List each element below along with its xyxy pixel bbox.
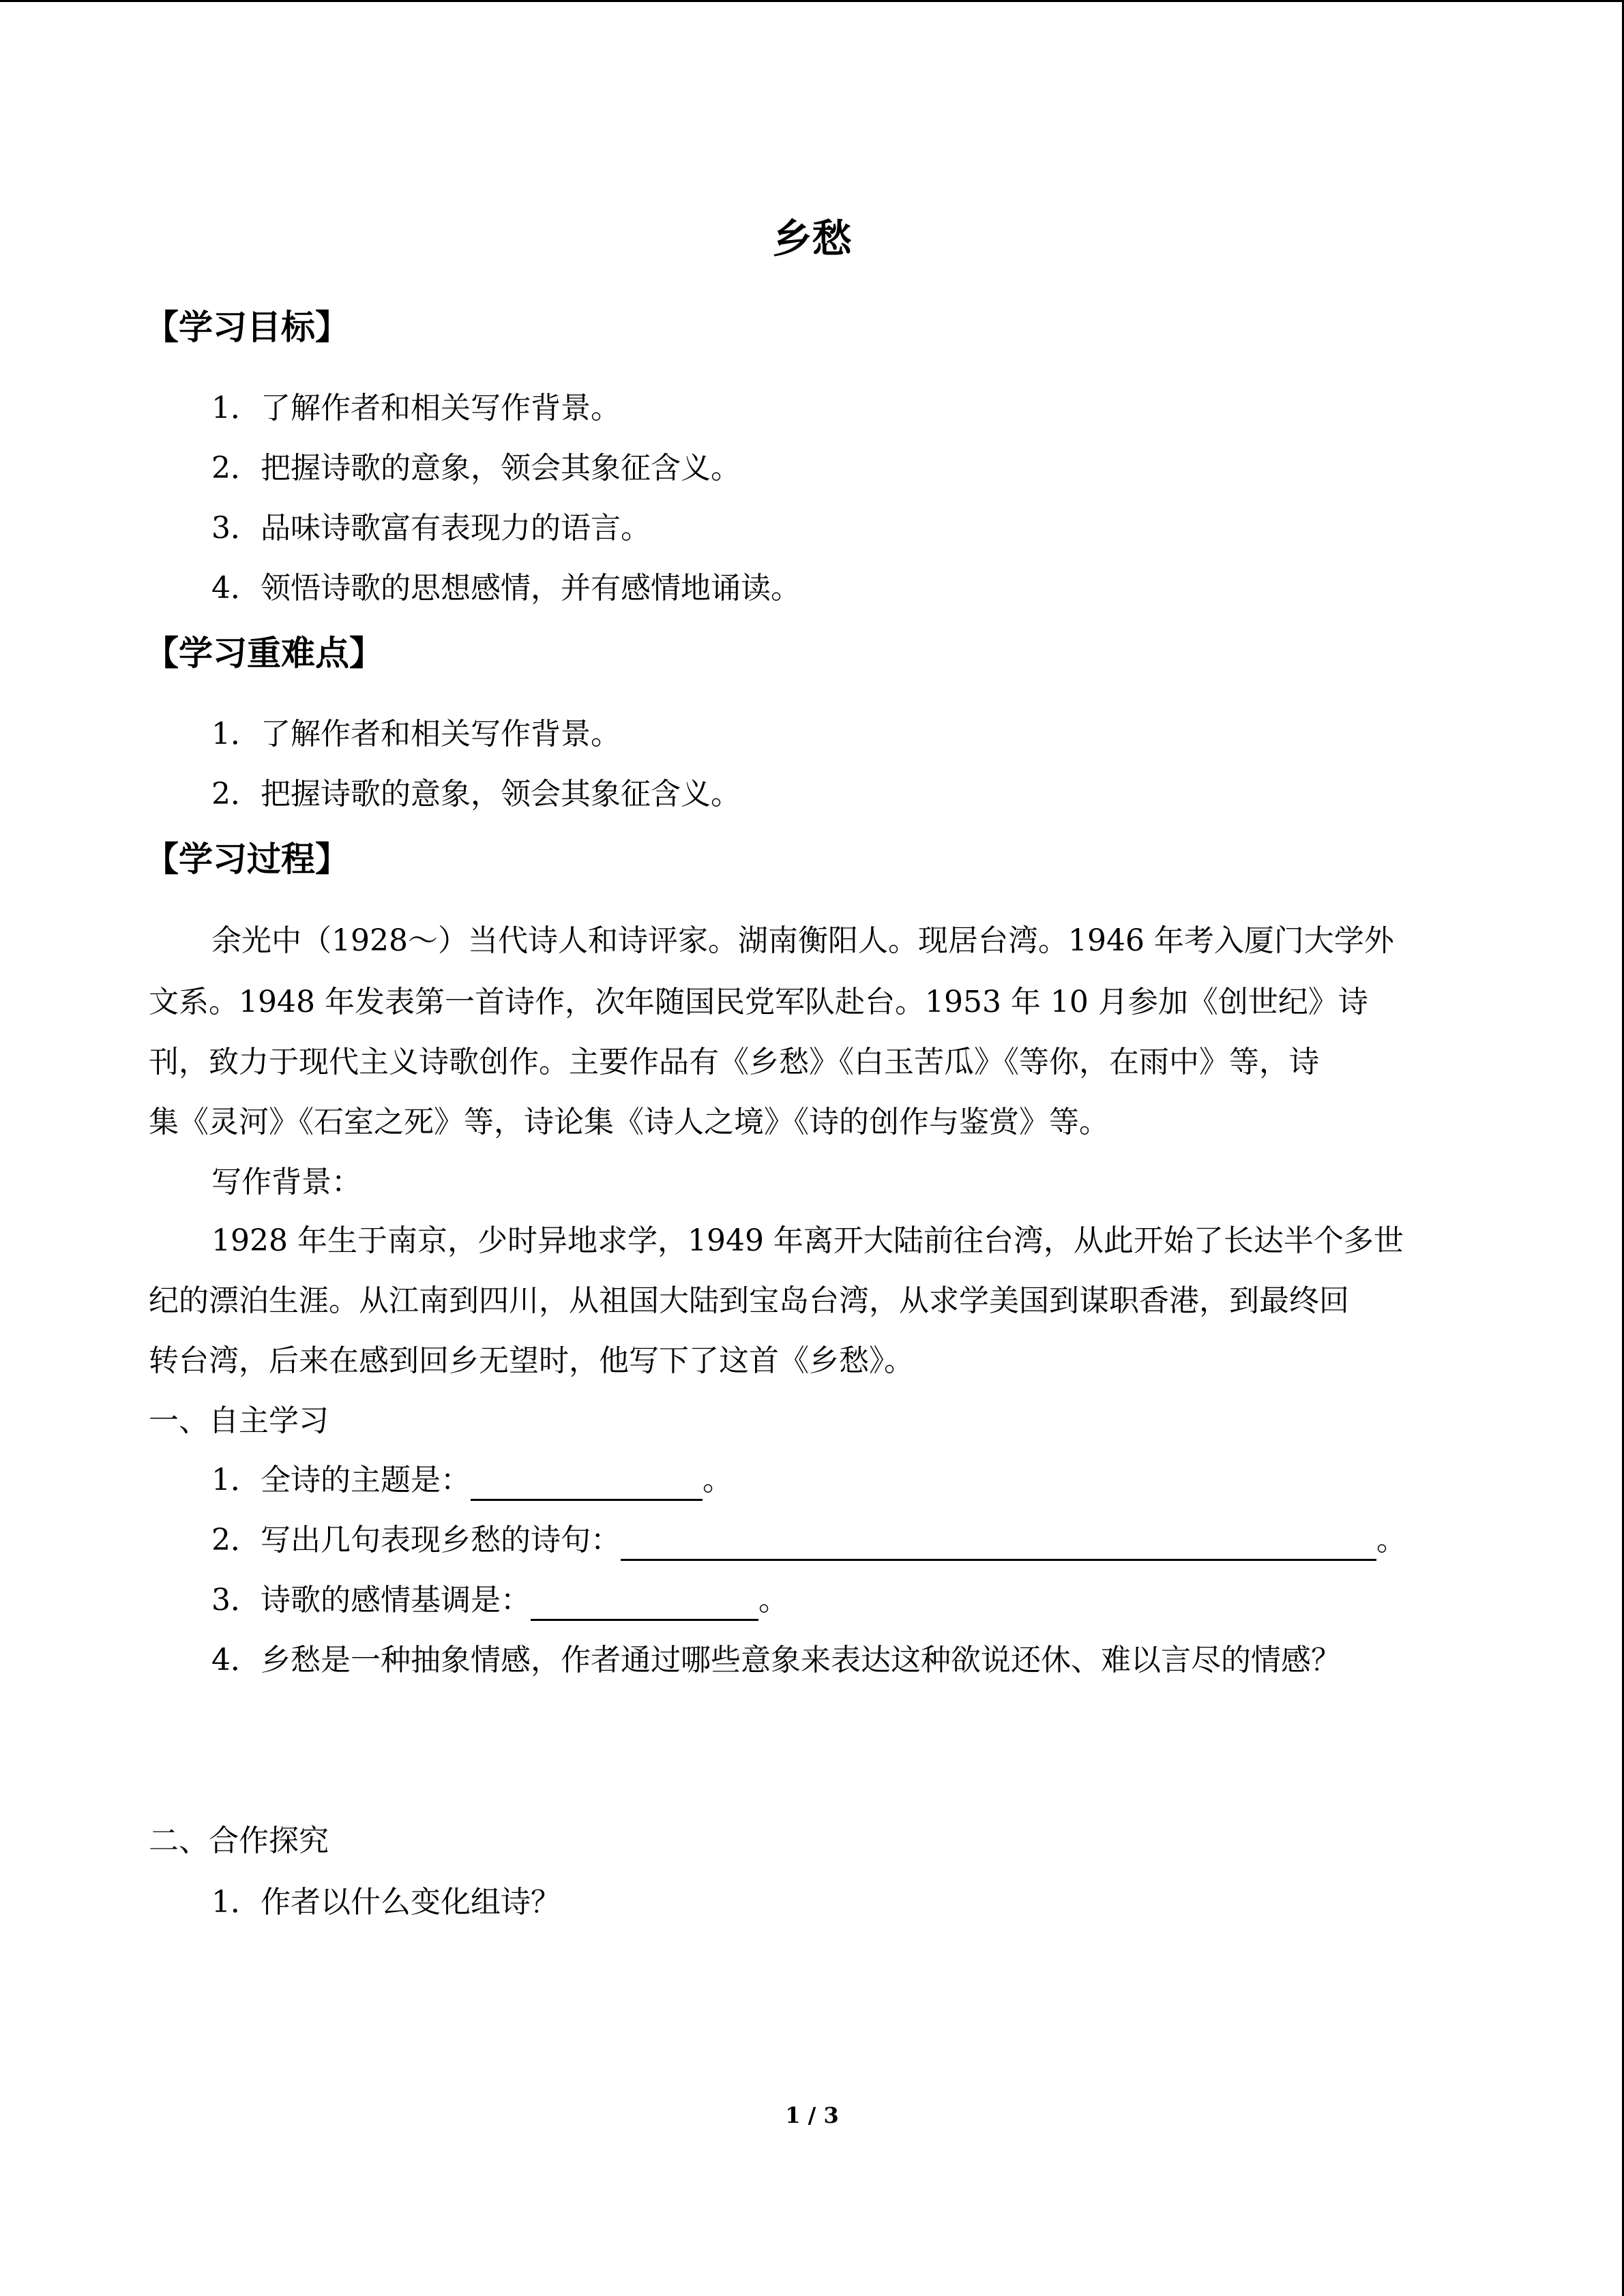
background-label: 写作背景： [211,1165,361,1199]
objective-item: 1．了解作者和相关写作背景。 [211,391,621,426]
answer-blank-1[interactable] [471,1466,703,1501]
question-3-end: 。 [758,1583,788,1617]
question-1-end: 。 [703,1463,733,1497]
page-title: 乡愁 [772,215,852,262]
page-number: 1 / 3 [785,2102,839,2128]
key-point-item: 2．把握诗歌的意象，领会其象征含义。 [211,777,741,811]
objective-item: 3．品味诗歌富有表现力的语言。 [211,511,651,546]
page-top-border [0,0,1624,2]
objectives-heading: 【学习目标】 [145,308,349,347]
answer-blank-3[interactable] [531,1586,758,1621]
question-1-text: 1．全诗的主题是： [211,1463,471,1497]
key-points-heading: 【学习重难点】 [145,633,383,673]
process-heading: 【学习过程】 [145,839,349,879]
cooperative-question-1: 1．作者以什么变化组诗？ [211,1885,561,1920]
question-3-text: 3．诗歌的感情基调是： [211,1583,531,1617]
background-line: 转台湾，后来在感到回乡无望时，他写下了这首《乡愁》。 [149,1343,914,1378]
answer-blank-2[interactable] [621,1526,1376,1561]
objective-item: 2．把握诗歌的意象，领会其象征含义。 [211,451,741,486]
question-3 [211,1580,788,1621]
question-2 [211,1520,1406,1561]
question-2-text: 2．写出几句表现乡愁的诗句： [211,1523,621,1557]
question-2-end: 。 [1376,1523,1406,1557]
background-line: 纪的漂泊生涯。从江南到四川，从祖国大陆到宝岛台湾，从求学美国到谋职香港，到最终回 [149,1283,1349,1318]
key-point-item: 1．了解作者和相关写作背景。 [211,717,621,751]
author-intro-line: 集《灵河》《石室之死》等，诗论集《诗人之境》《诗的创作与鉴赏》等。 [149,1105,1109,1139]
author-intro-line: 刊，致力于现代主义诗歌创作。主要作品有《乡愁》《白玉苦瓜》《等你，在雨中》等，诗 [149,1045,1319,1079]
background-line: 1928 年生于南京，少时异地求学，1949 年离开大陆前往台湾，从此开始了长达半个多世 [211,1223,1404,1258]
question-4: 4．乡愁是一种抽象情感，作者通过哪些意象来表达这种欲说还休、难以言尽的情感？ [211,1643,1341,1678]
objective-item: 4．领悟诗歌的思想感情，并有感情地诵读。 [211,571,801,606]
question-1 [211,1460,733,1501]
author-intro-line: 文系。1948 年发表第一首诗作，次年随国民党军队赴台。1953 年 10 月参加《创世纪》诗 [149,985,1368,1019]
cooperative-heading: 二、合作探究 [149,1823,329,1858]
self-study-heading: 一、自主学习 [149,1403,329,1438]
author-intro-line: 余光中（1928～）当代诗人和诗评家。湖南衡阳人。现居台湾。1946 年考入厦门大学外 [211,923,1394,958]
